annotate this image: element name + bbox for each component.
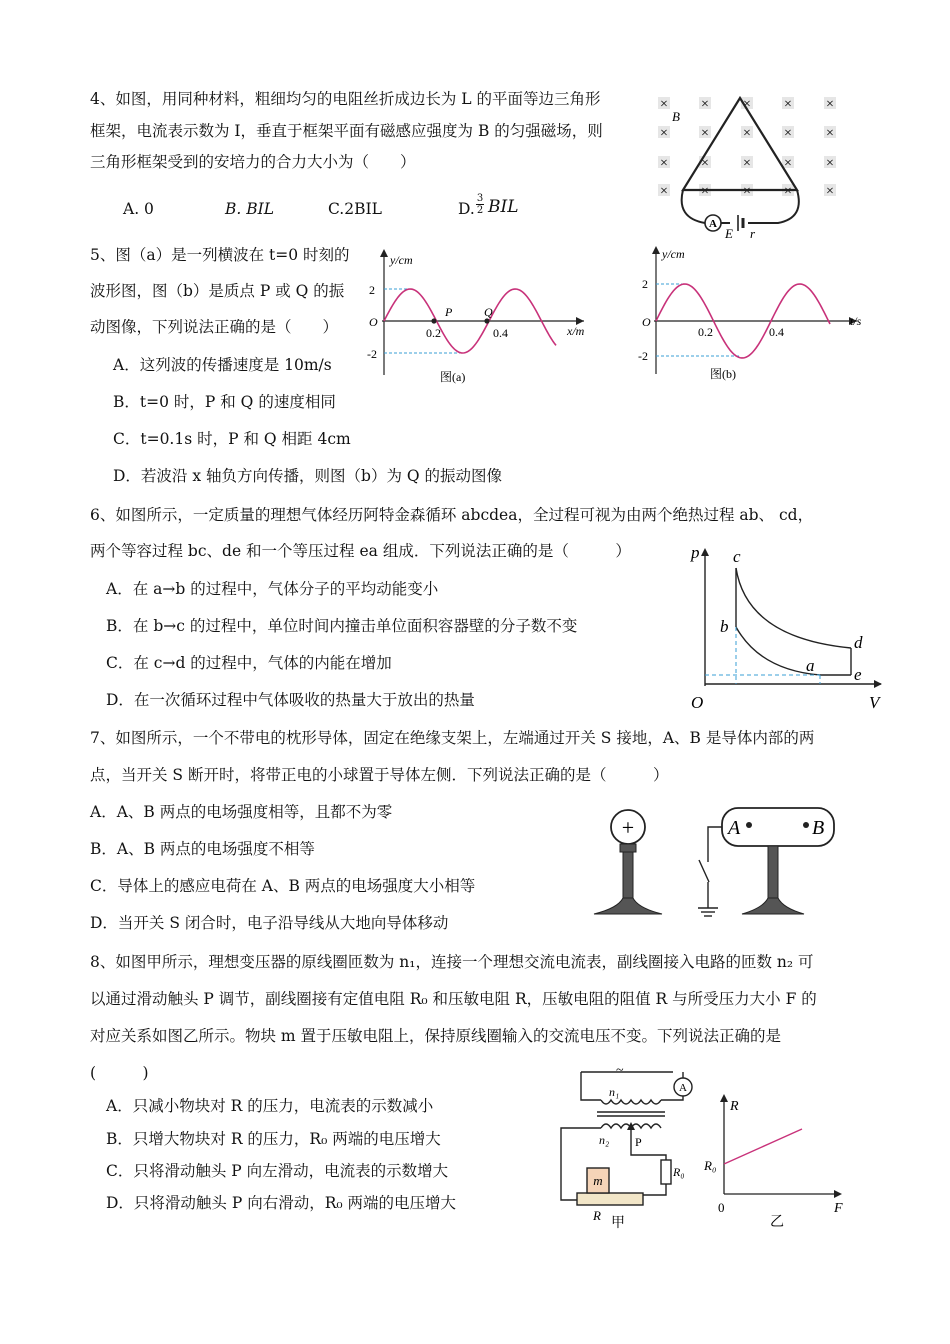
q4-option-d-fraction [476,193,484,216]
field-cross-icon: × [660,156,668,171]
axis-label-f: F [834,1201,843,1216]
caption-jia: 甲 [611,1216,625,1231]
y-tick-neg2: -2 [367,347,377,361]
q5-wave-figure-a [362,245,592,385]
field-cross-icon: × [743,126,751,141]
resistor-r-label: R [593,1208,601,1223]
q5-line-2: 波形图，图（b）是质点 P 或 Q 的振 [90,282,345,300]
q6-pv-diagram [685,540,895,712]
field-cross-icon: × [784,156,792,171]
switch-s[interactable] [699,860,709,882]
field-cross-icon: × [826,184,834,199]
field-cross-icon: × [660,126,668,141]
state-e: e [854,665,862,684]
slider-label-p: P [635,1135,642,1149]
positive-charge-symbol: + [621,815,635,840]
q6-option-a: A．在 a→b 的过程中，气体分子的平均动能变小 [106,580,439,598]
caption-b: 图(b) [710,367,736,381]
q7-option-c: C．导体上的感应电荷在 A、B 两点的电场强度大小相等 [90,877,476,895]
y-axis-label: y/cm [662,247,685,261]
q4-option-b: B. BIL [225,200,275,218]
origin-label: 0 [718,1200,725,1215]
state-b: b [720,617,729,636]
q8-line-4: ( ) [90,1064,149,1082]
q7-line-1: 7、如图所示，一个不带电的枕形导体，固定在绝缘支架上，左端通过开关 S 接地，A、B 是导体内部的两 [90,729,815,747]
axis-label-r: R [730,1099,739,1114]
field-cross-icon: × [826,97,834,112]
field-cross-icon: × [701,97,709,112]
q5-option-d: D．若波沿 x 轴负方向传播，则图（b）为 Q 的振动图像 [113,467,503,485]
field-cross-icon: × [743,184,751,199]
y-tick-2: 2 [369,283,375,297]
q8-option-b: B．只增大物块对 R 的压力，R₀ 两端的电压增大 [106,1130,441,1148]
q4-option-d-label: D. [458,200,475,218]
ac-source-symbol: ~ [616,1063,624,1078]
resistance-label-r: r [750,226,756,241]
ammeter-symbol[interactable]: A [679,1082,687,1094]
q4-option-a: A. 0 [123,200,154,218]
q8-option-c: C．只将滑动触头 P 向左滑动，电流表的示数增大 [106,1162,449,1180]
q7-option-d: D．当开关 S 闭合时，电子沿导线从大地向导体移动 [90,914,449,932]
caption-a: 图(a) [440,370,466,384]
field-cross-icon: × [701,126,709,141]
y-tick-2: 2 [642,277,648,291]
axis-label-p: p [691,543,700,562]
field-label-b: B [672,109,680,124]
field-cross-icon: × [743,97,751,112]
q4-option-d-text: BIL [488,197,519,217]
state-a: a [806,656,815,675]
field-cross-icon: × [826,126,834,141]
q6-line-2: 两个等容过程 bc、de 和一个等压过程 ea 组成．下列说法正确的是（ ） [90,542,631,560]
field-cross-icon: × [784,97,792,112]
label-q: Q [484,305,493,319]
state-c: c [733,547,741,566]
resistor-r0 [661,1160,671,1184]
field-cross-icon: × [826,156,834,171]
q4-line-3: 三角形框架受到的安培力的合力大小为（ ） [90,153,416,171]
state-d: d [854,633,863,652]
field-cross-icon: × [701,184,709,199]
fraction-numerator: 3 [476,193,484,204]
q6-option-b: B．在 b→c 的过程中，单位时间内撞击单位面积容器壁的分子数不变 [106,617,578,635]
ammeter-symbol: A [709,218,717,230]
point-a [746,822,752,828]
primary-turns-n1: n₁ [609,1085,620,1099]
t-tick-0-2: 0.2 [698,325,713,339]
q8-transformer-circuit-jia [553,1060,703,1230]
pressure-sensitive-resistor [577,1193,643,1205]
q5-option-c: C．t=0.1s 时，P 和 Q 相距 4cm [113,430,351,448]
slider-p[interactable] [627,1122,635,1130]
q8-option-d: D．只将滑动触头 P 向右滑动，R₀ 两端的电压增大 [106,1194,457,1212]
field-cross-icon: × [784,126,792,141]
label-p: P [445,305,453,319]
q8-line-3: 对应关系如图乙所示。物块 m 置于压敏电阻上，保持原线圈输入的交流电压不变。下列说法正确的是 [90,1027,782,1045]
point-a-label: A [728,817,741,839]
q8-option-a: A．只减小物块对 R 的压力，电流表的示数减小 [106,1097,434,1115]
q5-vibration-figure-b [632,242,862,382]
q7-option-b: B．A、B 两点的电场强度不相等 [90,840,315,858]
block-m-label: m [593,1173,603,1188]
y-tick-neg2: -2 [638,349,648,363]
x-tick-0-4: 0.4 [493,326,508,340]
q4-line-1: 4、如图，用同种材料，粗细均匀的电阻丝折成边长为 L 的平面等边三角形 [90,90,601,108]
q6-option-d: D．在一次循环过程中气体吸收的热量大于放出的热量 [106,691,475,709]
y-axis-label: y/cm [390,253,413,267]
field-cross-icon: × [743,156,751,171]
q8-line-1: 8、如图甲所示，理想变压器的原线圈匝数为 n₁，连接一个理想交流电流表，副线圈接入电路的匝数 n₂ 可 [90,953,814,971]
caption-yi: 乙 [770,1215,784,1230]
q6-option-c: C．在 c→d 的过程中，气体的内能在增加 [106,654,392,672]
axis-label-v: V [869,693,880,712]
field-cross-icon: × [701,156,709,171]
t-tick-0-4: 0.4 [769,325,784,339]
field-cross-icon: × [660,97,668,112]
q4-line-2: 框架，电流表示数为 I，垂直于框架平面有磁感应强度为 B 的匀强磁场，则 [90,122,603,140]
q5-option-a: A．这列波的传播速度是 10m/s [113,356,332,374]
point-b-label: B [812,817,825,839]
x-tick-0-2: 0.2 [426,326,441,340]
q5-option-b: B．t=0 时，P 和 Q 的速度相同 [113,393,336,411]
q6-line-1: 6、如图所示，一定质量的理想气体经历阿特金森循环 abcdea，全过程可视为由两个绝热过程 ab、 cd， [90,506,814,524]
t-axis-label: t/s [850,314,862,328]
origin-label: O [691,693,704,712]
q5-line-3: 动图像，下列说法正确的是（ ） [90,318,339,336]
fraction-denominator: 2 [476,205,484,216]
field-cross-icon: × [784,184,792,199]
secondary-turns-n2: n₂ [599,1133,610,1147]
origin-label: O [369,315,378,329]
q8-r-f-graph-yi [700,1088,850,1238]
q8-line-2: 以通过滑动触头 P 调节，副线圈接有定值电阻 R₀ 和压敏电阻 R，压敏电阻的阻值 R 与所受压力大小 F 的 [90,990,817,1008]
q7-line-2: 点，当开关 S 断开时，将带正电的小球置于导体左侧．下列说法正确的是（ ） [90,766,669,784]
point-p [431,318,436,323]
intercept-label-r0: R₀ [704,1158,717,1173]
field-cross-icon: × [660,184,668,199]
point-b [803,822,809,828]
r-vs-f-line [724,1129,802,1164]
q4-triangle-figure [650,90,850,240]
point-q [484,318,489,323]
resistor-r0-label: R₀ [673,1165,685,1179]
q7-option-a: A．A、B 两点的电场强度相等，且都不为零 [90,803,393,821]
magnetic-field-crosses [658,97,836,199]
q7-conductor-figure [588,800,848,925]
origin-label: O [642,315,651,329]
q4-option-c: C.2BIL [328,200,382,218]
q5-line-1: 5、图（a）是一列横波在 t=0 时刻的 [90,246,350,264]
emf-label-e: E [725,226,733,241]
x-axis-label: x/m [567,324,585,338]
